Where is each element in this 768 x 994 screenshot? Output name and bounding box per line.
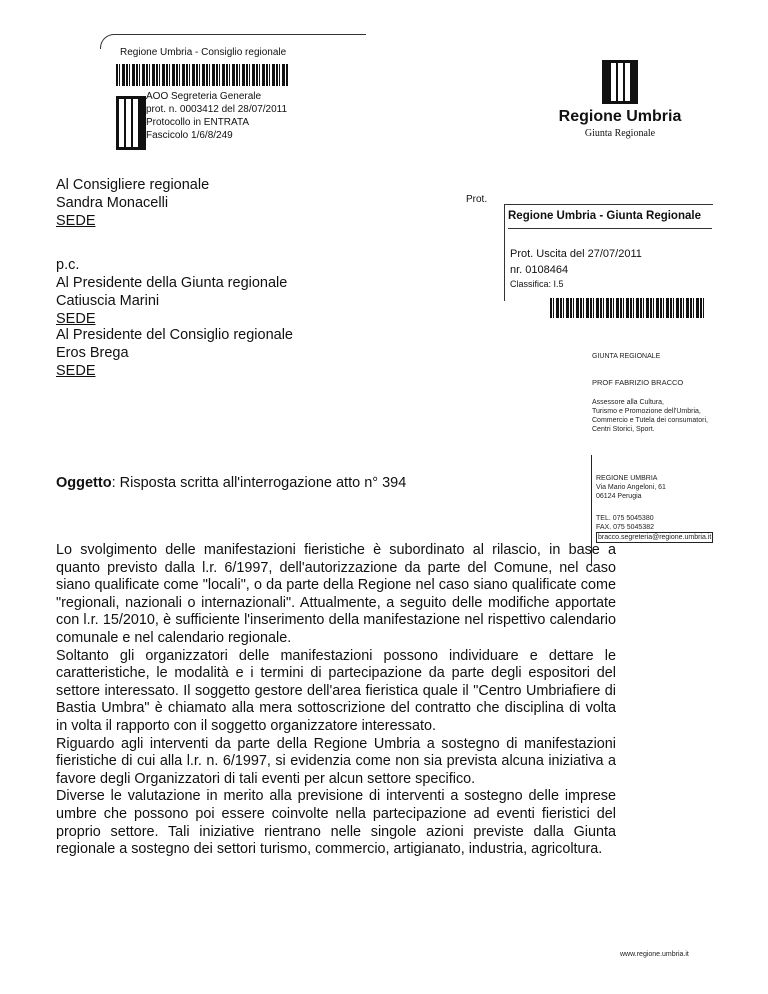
addressee-line: Al Presidente della Giunta regionale	[56, 275, 288, 291]
regione-logo	[530, 60, 710, 139]
regione-name: Regione Umbria	[558, 108, 682, 125]
council-stamp-header: Regione Umbria - Consiglio regionale	[120, 47, 287, 58]
sidebar-address-line: 06124 Perugia	[596, 493, 642, 500]
subject-label: Oggetto	[56, 475, 112, 491]
addressee-place: SEDE	[56, 213, 96, 229]
addressee-place: SEDE	[56, 311, 96, 327]
addressee-line: Catiuscia Marini	[56, 293, 160, 309]
sidebar-address-line: REGIONE UMBRIA	[596, 475, 658, 482]
council-stamp-line: Fascicolo 1/6/8/249	[146, 130, 233, 141]
sidebar-role-line: Assessore alla Cultura,	[592, 399, 664, 406]
addressee-line: Sandra Monacelli	[56, 195, 169, 211]
regione-logo-icon	[602, 60, 638, 104]
council-stamp	[100, 34, 370, 154]
letter-body	[56, 542, 616, 859]
addressee-line: Al Presidente del Consiglio regionale	[56, 327, 293, 343]
giunta-stamp	[500, 196, 720, 328]
council-stamp-line: AOO Segreteria Generale	[146, 91, 262, 102]
giunta-stamp-line: Prot. Uscita del 27/07/2011	[510, 248, 642, 260]
sidebar-contact-line: TEL. 075 5045380	[596, 515, 654, 522]
body-paragraph: Lo svolgimento delle manifestazioni fieristiche è subordinato al rilascio, in base a quanto previsto dalla l.r. 6/1997, dell'autorizzazione da parte del Comune, nel caso siano qualificate come "locali", o da parte della Regione nel caso siano qualificate come "regionali, nazionali o internazionali". Attualmente, a seguito delle modifiche apportate con l.r. 15/2010, è sufficiente l'inserimento della manifestazione nel rispettivo calendario comunale e nel calendario regionale.	[56, 542, 616, 646]
body-paragraph: Riguardo agli interventi da parte della Regione Umbria a sostegno di manifestazioni fieristiche di cui alla l.r. n. 6/1997, si evidenzia come non sia prevista alcuna iniziativa a favore degli Organizzatori di tali eventi per alcun settore specifico.	[56, 735, 616, 787]
giunta-stamp-line: Classifica: I.5	[510, 279, 564, 289]
giunta-stamp-line: nr. 0108464	[510, 264, 569, 276]
regione-subtitle: Giunta Regionale	[584, 128, 656, 139]
giunta-barcode	[550, 298, 704, 318]
addressee-line: Al Consigliere regionale	[56, 177, 210, 193]
addressee-block-3	[56, 326, 293, 380]
addressee-line: p.c.	[56, 257, 80, 273]
giunta-stamp-header: Regione Umbria - Giunta Regionale	[508, 210, 701, 222]
addressee-line: Eros Brega	[56, 345, 129, 361]
footer-url[interactable]: www.regione.umbria.it	[620, 951, 689, 958]
sidebar-person: PROF FABRIZIO BRACCO	[592, 378, 684, 387]
sidebar-role-line: Commercio e Tutela dei consumatori,	[592, 417, 708, 424]
giunta-stamp-rule	[508, 228, 712, 229]
sidebar-email[interactable]: bracco.segreteria@regione.umbria.it	[598, 534, 712, 541]
addressee-place: SEDE	[56, 363, 96, 379]
sidebar-role-line: Centri Storici, Sport.	[592, 426, 655, 433]
council-stamp-line: prot. n. 0003412 del 28/07/2011	[146, 104, 288, 115]
addressee-block-1	[56, 176, 209, 230]
subject-line	[56, 475, 406, 491]
body-paragraph: Soltanto gli organizzatori delle manifestazioni possono individuare e dettare le caratteristiche, le modalità e i termini di partecipazione da parte degli espositori del settore interessato. Il soggetto gestore dell'area fieristica quale il "Centro Umbriafiere di Bastia Umbra" è chiamato alla mera sottoscrizione del contratto che disciplina di volta in volta il rapporto con il soggetto organizzatore interessato.	[56, 647, 616, 734]
council-stamp-line: Protocollo in ENTRATA	[146, 117, 249, 128]
sidebar-role-line: Turismo e Promozione dell'Umbria,	[592, 408, 701, 415]
subject-text: : Risposta scritta all'interrogazione atto n° 394	[111, 475, 407, 491]
sidebar-address-line: Via Mario Angeloni, 61	[596, 484, 666, 491]
addressee-block-2	[56, 256, 287, 328]
council-logo-icon	[116, 96, 146, 150]
body-paragraph: Diverse le valutazione in merito alla previsione di interventi a sostegno delle imprese umbre che possono poi essere coinvolte nella partecipazione ad eventi fieristici del proprio settore. Tali iniziative rientrano nelle singole azioni previste dalla Giunta regionale a sostegno dei settori turismo, commercio, artigianato, industria, agricoltura.	[56, 788, 616, 858]
sidebar-org: GIUNTA REGIONALE	[592, 353, 661, 360]
council-barcode	[116, 64, 288, 86]
prot-label: Prot.	[466, 194, 488, 205]
sidebar-contact-line: FAX. 075 5045382	[596, 524, 654, 531]
